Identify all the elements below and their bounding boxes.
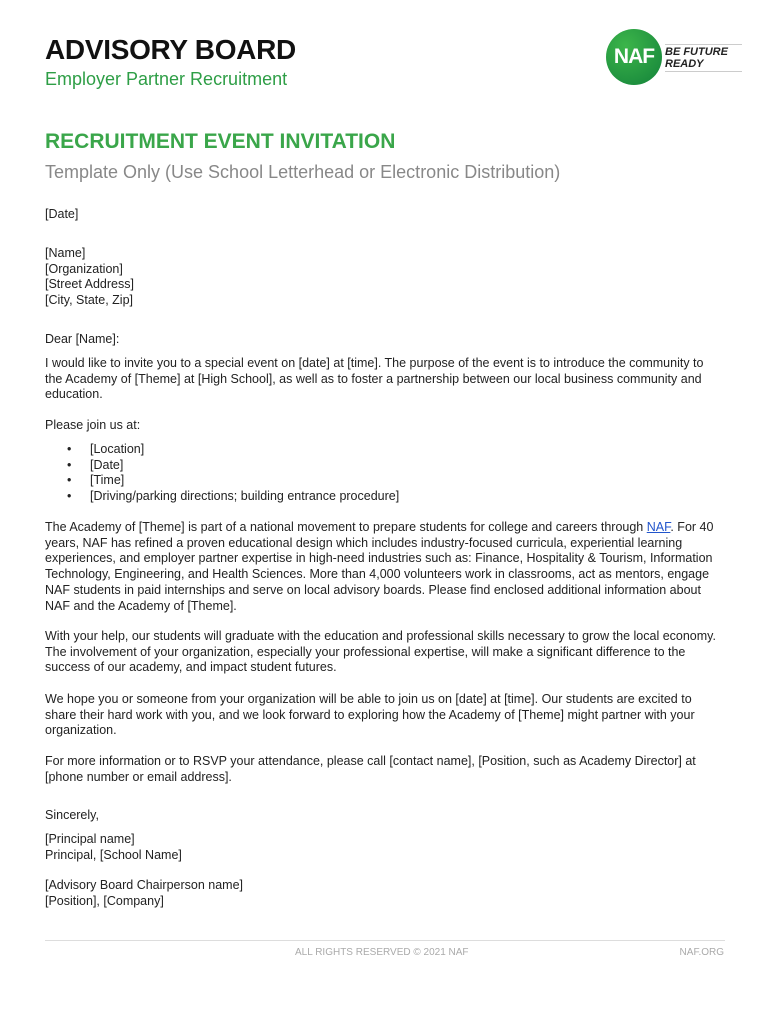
tagline-line-1: BE FUTURE: [665, 46, 728, 58]
salutation: Dear [Name]:: [45, 332, 120, 346]
footer-rights: ALL RIGHTS RESERVED © 2021 NAF: [295, 947, 469, 958]
paragraph-hope: We hope you or someone from your organization will be able to join us on [date] at [time]. Our students are excited to share their hard work with you, and we look forward to exploring how the Academy of [Theme] might partner with your organization.: [45, 692, 695, 738]
address-line: [Organization]: [45, 261, 123, 276]
template-note: Template Only (Use School Letterhead or Electronic Distribution): [45, 162, 561, 182]
naf-link[interactable]: NAF: [646, 520, 671, 534]
signature-chair: [45, 878, 717, 909]
list-item: • [Driving/parking directions; building entrance procedure]: [45, 489, 717, 505]
event-details-list: [45, 442, 717, 505]
signature-line: [Principal name]: [45, 832, 135, 846]
signature-line: [Advisory Board Chairperson name]: [45, 878, 244, 892]
logo-tagline: [665, 44, 742, 72]
address-line: [Name]: [45, 246, 86, 260]
paragraph-rsvp: For more information or to RSVP your attendance, please call [contact name], [Position, such as Academy Director] at [phone number or email address].: [45, 754, 696, 784]
footer-site: NAF.ORG: [679, 947, 724, 958]
paragraph-help: With your help, our students will graduate with the education and professional skills necessary to grow the local economy. The involvement of your organization, especially your professional expertise, will make a significant difference to the success of our academy, and impact student futures.: [45, 629, 716, 675]
paragraph-invite: I would like to invite you to a special event on [date] at [time]. The purpose of the event is to introduce the community to the Academy of [Theme] at [High School], as well as to foster a partnership between our local business community and education.: [45, 356, 704, 402]
list-item: • [Time]: [45, 473, 717, 489]
paragraph-naf: [45, 520, 717, 614]
address-line: [Street Address]: [45, 277, 134, 292]
tagline-line-2: READY: [665, 58, 704, 70]
text: . For 40 years, NAF has refined a proven educational design which includes industry-focused curricula, experiential learning experiences, and employer partner expertise in high-need industries such as: Finance, Hospitality & Tourism, Information Technology, Engineering, and Health Sciences. More than 4,000 volunteers work in classrooms, act as mentors, engage NAF students in paid internships and serve on local advisory boards. Please find enclosed additional information about NAF and the Academy of [Theme].: [45, 520, 714, 613]
document-subtitle: Employer Partner Recruitment: [45, 69, 288, 89]
join-label: Please join us at:: [45, 418, 141, 432]
closing: Sincerely,: [45, 808, 99, 822]
signature-line: [Position], [Company]: [45, 893, 164, 908]
document-title: ADVISORY BOARD: [45, 34, 296, 65]
text: The Academy of [Theme] is part of a national movement to prepare students for college and careers through: [45, 520, 647, 534]
date-line: [Date]: [45, 207, 79, 221]
list-item: • [Location]: [45, 442, 717, 458]
address-line: [City, State, Zip]: [45, 293, 133, 308]
signature-line: Principal, [School Name]: [45, 847, 182, 862]
footer-divider: [45, 940, 725, 941]
section-heading: RECRUITMENT EVENT INVITATION: [45, 130, 396, 153]
address-block: [45, 246, 717, 309]
list-item: • [Date]: [45, 458, 717, 474]
signature-principal: [45, 832, 717, 863]
naf-logo: NAF: [606, 29, 662, 85]
